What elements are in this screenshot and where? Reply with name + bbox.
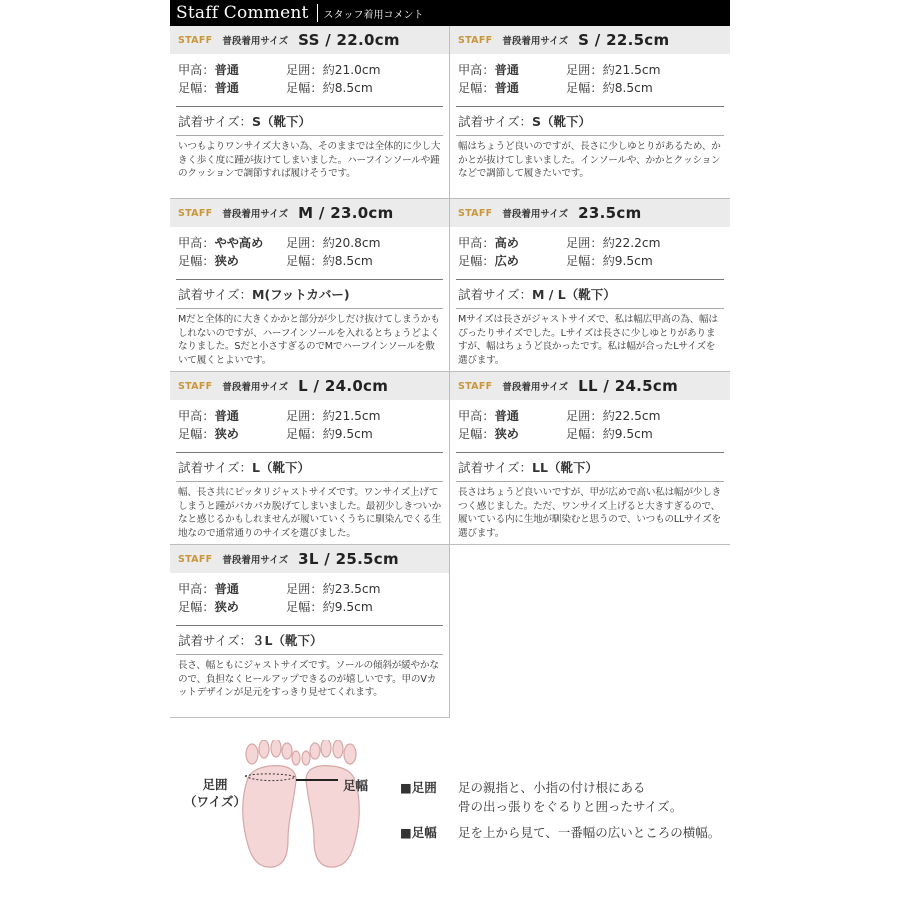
tried-size: [450, 453, 730, 481]
foot-width: [286, 425, 373, 443]
girth-value: 約21.5cm: [322, 409, 381, 423]
tried-size: [450, 107, 730, 135]
header-divider: [317, 4, 318, 22]
instep-value: 普通: [214, 582, 239, 596]
width: [178, 252, 286, 270]
instep-label: 甲高：: [178, 63, 215, 77]
foot-width: [286, 598, 373, 616]
width-label: 足幅：: [178, 427, 215, 441]
girth-value: 約21.0cm: [322, 63, 381, 77]
foot-diagram-icon: [230, 740, 380, 880]
usual-size-value: 23.5cm: [578, 204, 642, 222]
girth: [566, 407, 660, 425]
instep: [458, 234, 566, 252]
foot-width-label: 足幅：: [566, 427, 603, 441]
width-value: 狭め: [214, 427, 239, 441]
width-value: 狭め: [214, 600, 239, 614]
usual-size-value: M / 23.0cm: [298, 204, 394, 222]
tried-size-value: ３L（靴下）: [252, 633, 323, 648]
foot-width-label: 足幅：: [286, 254, 323, 268]
instep-label: 甲高：: [458, 236, 495, 250]
width: [178, 425, 286, 443]
girth: [286, 580, 380, 598]
usual-size-label: 普段着用サイズ: [222, 555, 289, 566]
width: [458, 252, 566, 270]
comment-text: いつもよりワンサイズ大きい為、そのままでは全体的に少し大きく歩く度に踵が抜けてしまいました。ハーフインソールや踵のクッションで調節すれば履けそうです。: [178, 141, 441, 179]
tried-size-value: M(フットカバー): [252, 287, 350, 302]
usual-size-label: 普段着用サイズ: [222, 209, 289, 220]
girth-label-line1: 足囲: [202, 777, 228, 792]
girth-label: 足囲：: [286, 236, 323, 250]
foot-width: [286, 79, 373, 97]
tried-size-value: L（靴下）: [252, 460, 310, 475]
comment-grid: [170, 26, 730, 718]
staff-tag: STAFF: [458, 380, 493, 392]
comment-card: [450, 199, 730, 372]
instep-value: 高め: [494, 236, 519, 250]
width-value: 狭め: [214, 254, 239, 268]
instep-value: 普通: [214, 409, 239, 423]
staff-tag: STAFF: [178, 553, 213, 565]
foot-width-value: 約9.5cm: [322, 427, 373, 441]
instep-label: 甲高：: [458, 63, 495, 77]
instep: [178, 61, 286, 79]
usual-size-value: SS / 22.0cm: [298, 31, 400, 49]
girth-value: 約22.2cm: [602, 236, 661, 250]
tried-size: [170, 453, 449, 481]
tried-size-label: 試着サイズ：: [178, 114, 253, 129]
instep-label: 甲高：: [178, 409, 215, 423]
foot-width-label: 足幅：: [566, 81, 603, 95]
tried-size-value: S（靴下）: [252, 114, 312, 129]
girth-label: 足囲：: [566, 409, 603, 423]
staff-tag: STAFF: [178, 34, 213, 46]
girth-value: 約20.8cm: [322, 236, 381, 250]
foot-width-label: 足幅：: [286, 81, 323, 95]
comment-card: [170, 199, 450, 372]
measurements: [170, 573, 449, 619]
girth-label: 足囲：: [286, 409, 323, 423]
foot-width-label: 足幅：: [286, 427, 323, 441]
header-subtitle: スタッフ着用コメント: [323, 9, 424, 21]
measurements: [450, 54, 730, 100]
usual-size-label: 普段着用サイズ: [502, 36, 569, 47]
comment-text: Mサイズは長さがジャストサイズで、私は幅広甲高の為、幅はぴったりサイズでした。Lサイズは長さに少しゆとりがありますが、幅はちょうど良かったです。私は幅が合ったLサイズを選びます。: [458, 314, 718, 366]
legend-girth-key: ■足囲: [400, 780, 437, 795]
foot-width: [566, 425, 653, 443]
tried-size: [450, 280, 730, 308]
foot-width: [566, 79, 653, 97]
girth-label: 足囲：: [566, 63, 603, 77]
instep-label: 甲高：: [178, 236, 215, 250]
width: [458, 425, 566, 443]
foot-width-value: 約9.5cm: [322, 600, 373, 614]
girth-value: 約22.5cm: [602, 409, 661, 423]
instep: [178, 580, 286, 598]
width-label: 足幅：: [458, 254, 495, 268]
girth: [286, 61, 380, 79]
tried-size: [170, 107, 449, 135]
instep: [458, 407, 566, 425]
legend-width: [400, 823, 720, 842]
legend-width-text1: 足を上から見て、一番幅の広いところの横幅。: [458, 825, 721, 840]
tried-size-label: 試着サイズ：: [458, 114, 533, 129]
foot-width-value: 約8.5cm: [602, 81, 653, 95]
tried-size-label: 試着サイズ：: [178, 633, 253, 648]
card-header: [170, 26, 449, 54]
width-label: 足幅：: [178, 600, 215, 614]
girth-label: 足囲：: [286, 63, 323, 77]
foot-width-value: 約8.5cm: [322, 254, 373, 268]
staff-tag: STAFF: [178, 207, 213, 219]
header-bar: [170, 0, 730, 26]
girth-label: 足囲：: [286, 582, 323, 596]
legend-width-key: ■足幅: [400, 825, 437, 840]
width-value: 普通: [494, 81, 519, 95]
card-header: [450, 26, 730, 54]
tried-size-value: M / L（靴下）: [532, 287, 616, 302]
width-label: 足幅：: [178, 81, 215, 95]
comment-card: [170, 372, 450, 545]
tried-size: [170, 626, 449, 654]
foot-width-label: 足幅：: [286, 600, 323, 614]
comment-text: 長さ、幅ともにジャストサイズです。ソールの傾斜が緩やかなので、負担なくヒールアップできるのが嬉しいです。甲のVカットデザインが足元をすっきり見せてくれます。: [178, 660, 439, 698]
measurements: [170, 400, 449, 446]
measurements: [450, 227, 730, 273]
girth: [286, 407, 380, 425]
foot-width: [566, 252, 653, 270]
usual-size-label: 普段着用サイズ: [222, 382, 289, 393]
girth: [566, 234, 660, 252]
tried-size-label: 試着サイズ：: [178, 460, 253, 475]
instep-value: 普通: [494, 409, 519, 423]
legend-girth-text2: 骨の出っ張りをぐるりと囲ったサイズ。: [458, 799, 683, 814]
instep: [458, 61, 566, 79]
instep-value: 普通: [494, 63, 519, 77]
card-header: [170, 545, 449, 573]
usual-size-label: 普段着用サイズ: [502, 209, 569, 220]
measurements: [170, 227, 449, 273]
girth-value: 約23.5cm: [322, 582, 381, 596]
girth: [566, 61, 660, 79]
width-value: 狭め: [494, 427, 519, 441]
instep-value: 普通: [214, 63, 239, 77]
foot-width-value: 約9.5cm: [602, 254, 653, 268]
comment-text: Mだと全体的に大きくかかと部分が少しだけ抜けてしまうかもしれないのですが、ハーフインソールを入れるとちょうどよくなりました。Sだと小さすぎるのでMでハーフインソールを敷いて履くとよいです。: [178, 314, 440, 366]
instep-label: 甲高：: [178, 582, 215, 596]
girth-label-line2: （ワイズ）: [183, 794, 246, 809]
girth-label: 足囲：: [566, 236, 603, 250]
card-header: [450, 199, 730, 227]
comment-card: [450, 372, 730, 545]
foot-width-value: 約9.5cm: [602, 427, 653, 441]
width-label: 足幅：: [178, 254, 215, 268]
width-value: 普通: [214, 81, 239, 95]
card-header: [170, 372, 449, 400]
usual-size-value: L / 24.0cm: [298, 377, 389, 395]
usual-size-label: 普段着用サイズ: [222, 36, 289, 47]
tried-size-value: LL（靴下）: [532, 460, 598, 475]
usual-size-value: S / 22.5cm: [578, 31, 670, 49]
comment-card: [170, 26, 450, 199]
width-value: 広め: [494, 254, 519, 268]
width-label: 足幅：: [458, 427, 495, 441]
usual-size-value: 3L / 25.5cm: [298, 550, 399, 568]
comment-text: 長さはちょうど良いいですが、甲が広めで高い私は幅が少しきつく感じました。ただ、ワンサイズ上げると大きすぎるので、履いている内に生地が馴染むと思うので、いつものLLサイズを選びます。: [458, 487, 722, 539]
comment-card: [450, 26, 730, 199]
staff-tag: STAFF: [458, 207, 493, 219]
card-header: [170, 199, 449, 227]
instep-label: 甲高：: [458, 409, 495, 423]
usual-size-label: 普段着用サイズ: [502, 382, 569, 393]
instep: [178, 407, 286, 425]
foot-width-value: 約8.5cm: [322, 81, 373, 95]
measurement-legend: [400, 778, 720, 849]
measurements: [450, 400, 730, 446]
tried-size-label: 試着サイズ：: [458, 460, 533, 475]
foot-width: [286, 252, 373, 270]
comment-text: 幅、長さ共にピッタリジャストサイズです。ワンサイズ上げてしまうと踵がパカパカ脱げてしまいました。最初少しきついかなと感じるかもしれませんが履いていくうちに馴染んでくる生地なので通常通りのサイズを選びました。: [178, 487, 442, 539]
usual-size-value: LL / 24.5cm: [578, 377, 679, 395]
measurements: [170, 54, 449, 100]
tried-size-label: 試着サイズ：: [458, 287, 533, 302]
staff-tag: STAFF: [458, 34, 493, 46]
width: [458, 79, 566, 97]
card-header: [450, 372, 730, 400]
header-title: Staff Comment: [176, 3, 309, 23]
foot-width-label: 足幅：: [566, 254, 603, 268]
tried-size-label: 試着サイズ：: [178, 287, 253, 302]
girth-value: 約21.5cm: [602, 63, 661, 77]
legend-girth-text1: 足の親指と、小指の付け根にある: [458, 780, 646, 795]
comment-text: 幅はちょうど良いのですが、長さに少しゆとりがあるため、かかとが抜けてしまいました。インソールや、かかとクッションなどで調節して履きたいです。: [458, 141, 721, 179]
comment-card: [170, 545, 450, 718]
tried-size: [170, 280, 449, 308]
width-label: 足幅：: [458, 81, 495, 95]
width: [178, 598, 286, 616]
instep: [178, 234, 286, 252]
width: [178, 79, 286, 97]
width-label: 足幅: [343, 778, 369, 793]
girth: [286, 234, 380, 252]
instep-value: やや高め: [214, 236, 264, 250]
tried-size-value: S（靴下）: [532, 114, 592, 129]
girth-label: [175, 776, 255, 810]
legend-girth: [400, 778, 720, 816]
staff-tag: STAFF: [178, 380, 213, 392]
staff-comment-panel: [170, 0, 730, 718]
